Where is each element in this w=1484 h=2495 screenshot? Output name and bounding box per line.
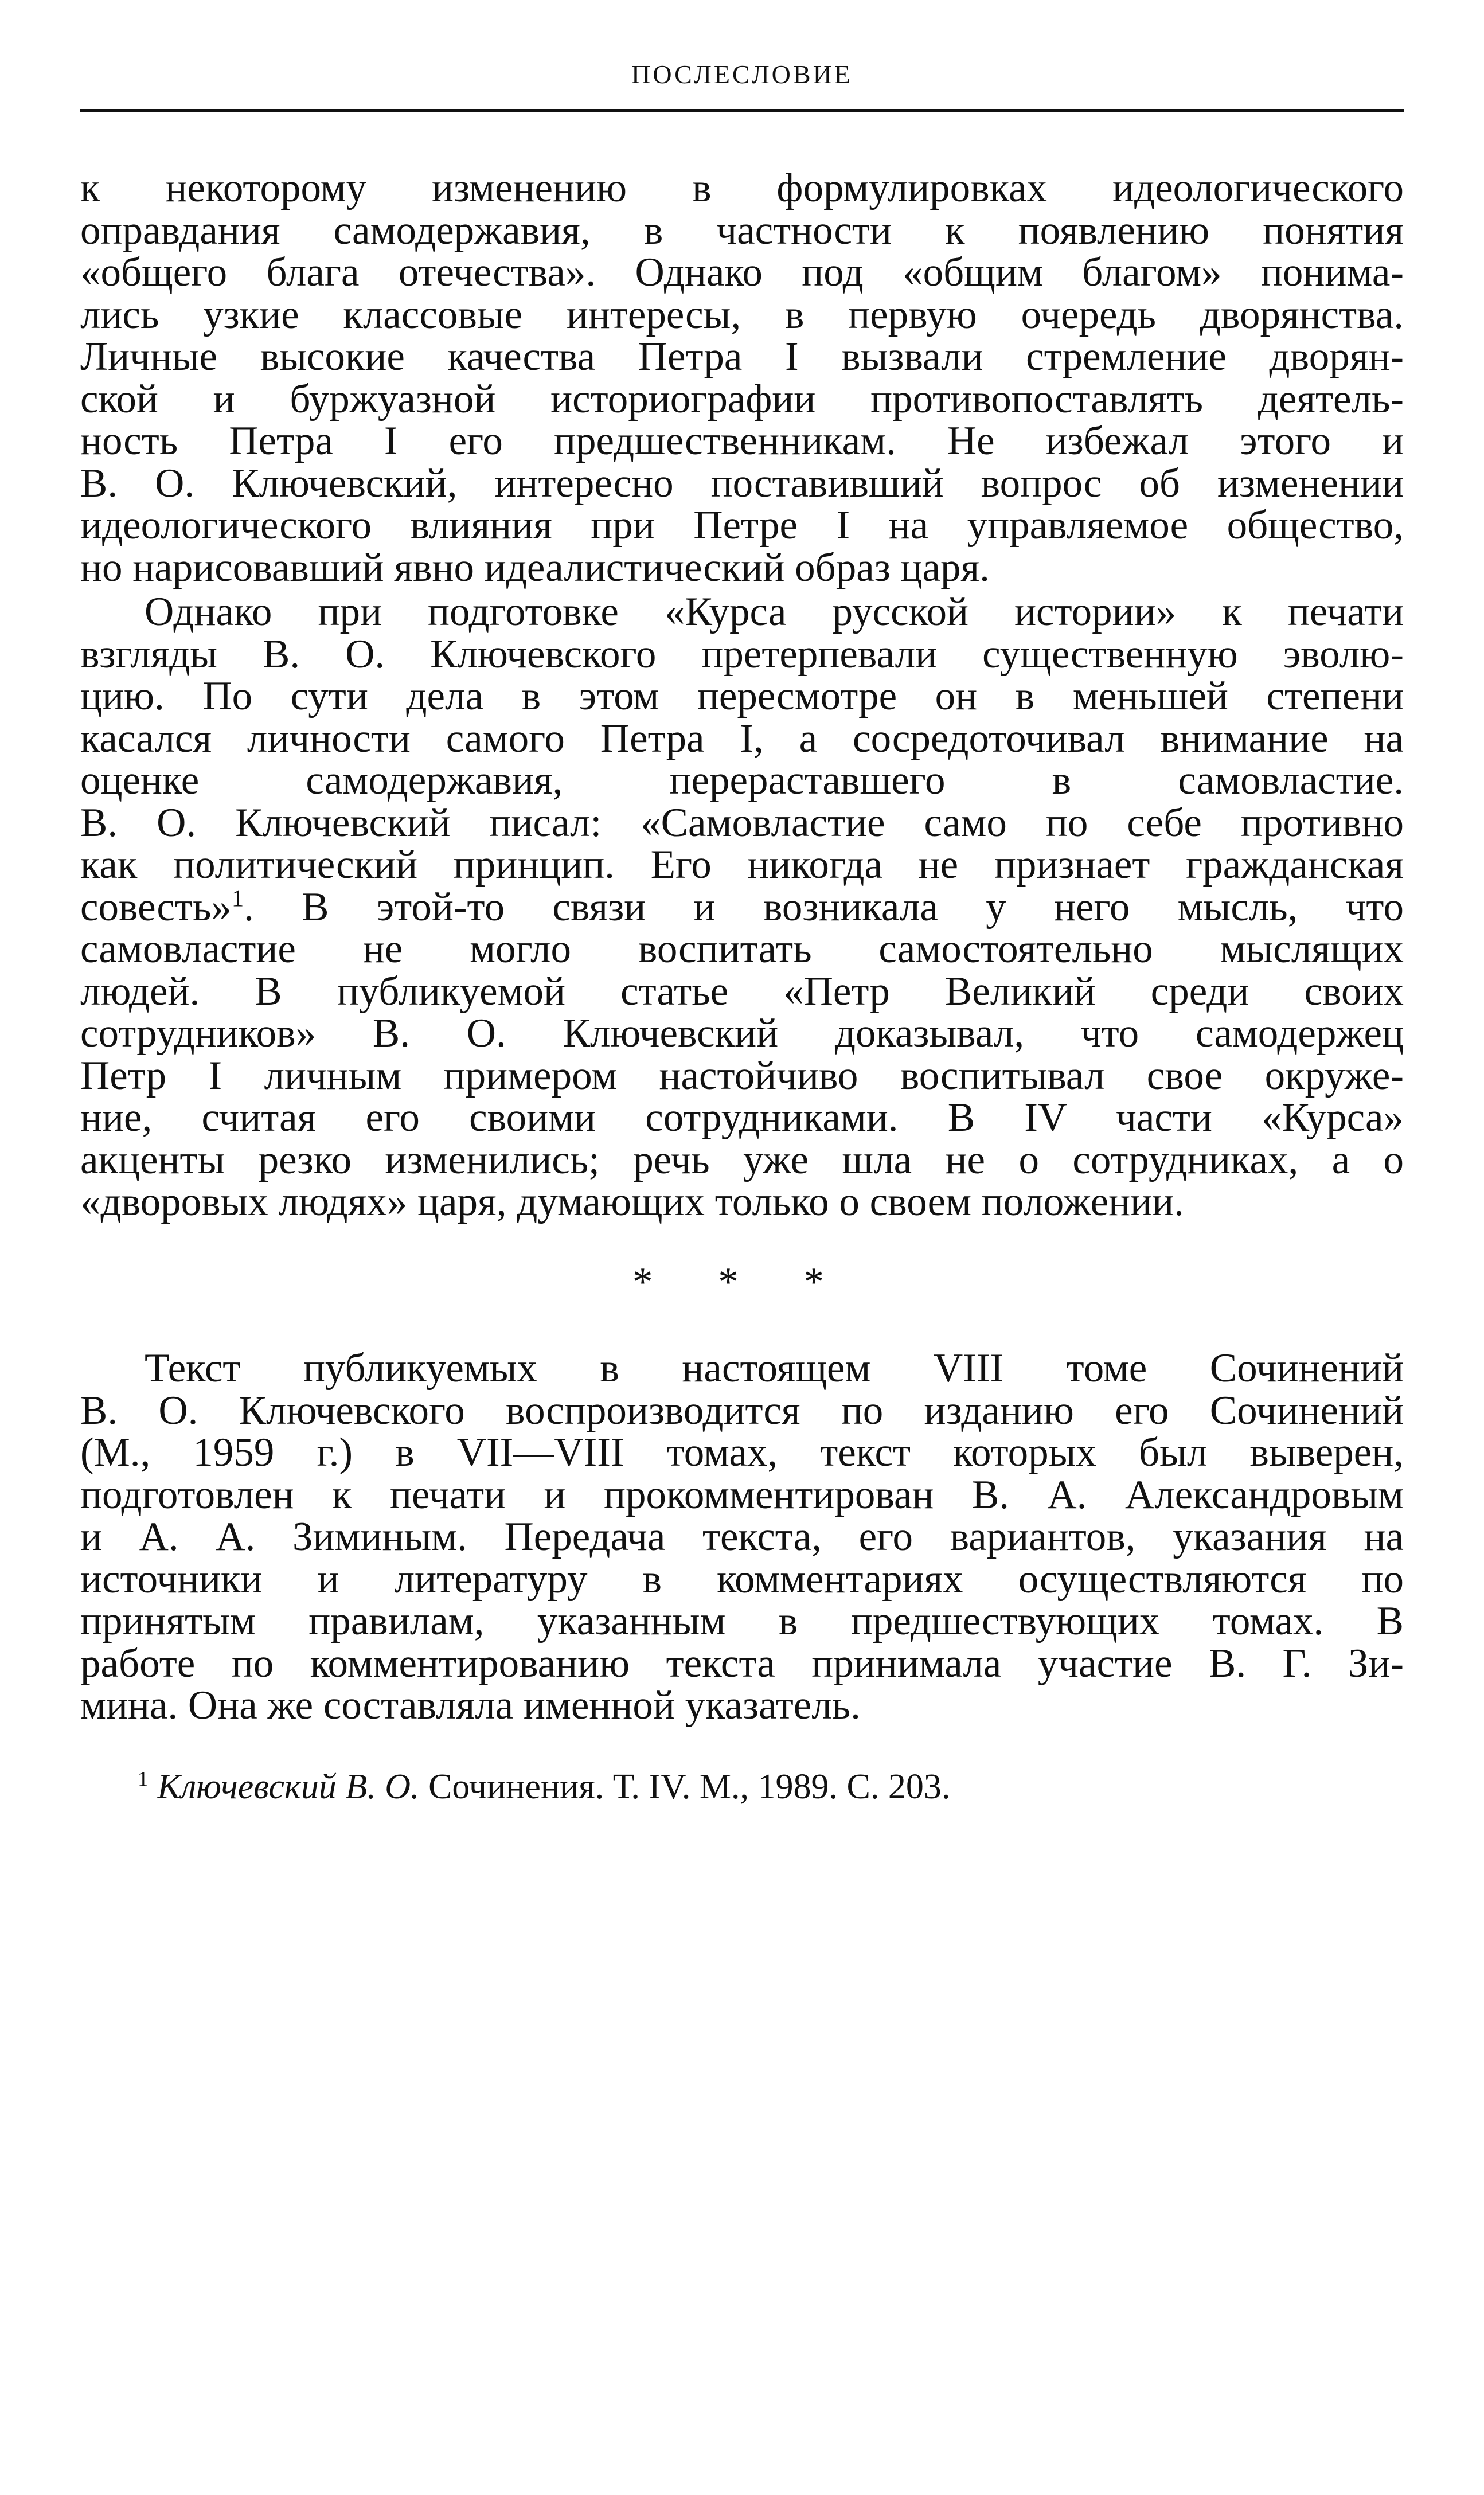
text-line: ской и буржуазной историографии противопоставлять деятель- [80, 376, 1404, 421]
text-line: самовластие не могло воспитать самостоятельно мыслящих [80, 927, 1404, 971]
text-line: оценке самодержавия, перераставшего в самовластие. [80, 758, 1404, 803]
text-line: Текст публикуемых в настоящем VIII томе Сочинений [145, 1346, 1404, 1391]
text-line: Однако при подготовке «Курса русской истории» к печати [145, 589, 1404, 634]
paragraph-3 [80, 1348, 1404, 1727]
text-line: касался личности самого Петра I, а сосредоточивал внимание на [80, 716, 1404, 761]
text-line: мина. Она же составляла именной указатель. [80, 1683, 861, 1728]
footnote-author: Ключевский В. О. [157, 1767, 420, 1806]
header-rule [80, 109, 1404, 112]
paragraph-1 [80, 167, 1404, 589]
footnote [138, 1766, 950, 1807]
text-line-start: совесть» [80, 884, 232, 930]
running-head: ПОСЛЕСЛОВИЕ [631, 60, 853, 89]
text-line: Личные высокие качества Петра I вызвали стремление дворян- [80, 334, 1404, 379]
text-line: Петр I личным примером настойчиво воспитывал свое окруже- [80, 1053, 1404, 1098]
text-line: взгляды В. О. Ключевского претерпевали существенную эволю- [80, 631, 1404, 677]
text-line: акценты резко изменились; речь уже шла не о сотрудниках, а о [80, 1137, 1404, 1182]
text-line: принятым правилам, указанным в предшествующих томах. В [80, 1599, 1404, 1643]
text-line: В. О. Ключевский писал: «Самовластие само по себе противно [80, 800, 1404, 845]
text-line: работе по комментированию текста принимала участие В. Г. Зи- [80, 1641, 1404, 1686]
paragraph-2 [80, 591, 1404, 1224]
text-line: ние, считая его своими сотрудниками. В IV части «Курса» [80, 1095, 1404, 1140]
footnote-reference[interactable]: 1 [231, 884, 244, 912]
text-line: оправдания самодержавия, в частности к появлению понятия [80, 208, 1404, 253]
text-line: сотрудников» В. О. Ключевский доказывал, что самодержец [80, 1011, 1404, 1056]
text-line: «общего блага отечества». Однако под «общим благом» понима- [80, 250, 1404, 295]
text-line: В. О. Ключевского воспроизводится по изданию его Сочинений [80, 1388, 1404, 1433]
text-line: В. О. Ключевский, интересно поставивший вопрос об изменении [80, 460, 1404, 506]
text-line: но нарисовавший явно идеалистический образ царя. [80, 545, 990, 590]
text-line: как политический принцип. Его никогда не признает гражданская [80, 842, 1404, 887]
text-line: ность Петра I его предшественникам. Не избежал этого и [80, 419, 1404, 463]
text-line: к некоторому изменению в формулировках идеологического [80, 166, 1404, 210]
text-line-end: . В этой-то связи и возникала у него мысль, что [244, 884, 1404, 930]
text-line: лись узкие классовые интересы, в первую очередь дворянства. [80, 292, 1404, 337]
text-line: «дворовых людях» царя, думающих только о своем положении. [80, 1180, 1184, 1224]
text-line: (М., 1959 г.) в VII—VIII томах, текст которых был выверен, [80, 1430, 1404, 1475]
text-line: людей. В публикуемой статье «Петр Великий среди своих [80, 969, 1404, 1014]
footnote-number: 1 [138, 1767, 149, 1791]
text-line: идеологического влияния при Петре I на управляемое общество, [80, 503, 1404, 548]
text-line: и А. А. Зиминым. Передача текста, его вариантов, указания на [80, 1514, 1404, 1559]
footnote-citation: Сочинения. Т. IV. М., 1989. С. 203. [428, 1767, 951, 1806]
text-line: подготовлен к печати и прокомментирован В. А. Александровым [80, 1472, 1404, 1517]
section-break: * * * [632, 1260, 852, 1305]
text-line: цию. По сути дела в этом пересмотре он в меньшей степени [80, 674, 1404, 719]
text-line: источники и литературу в комментариях осуществляются по [80, 1556, 1404, 1602]
text-line [80, 884, 1404, 930]
